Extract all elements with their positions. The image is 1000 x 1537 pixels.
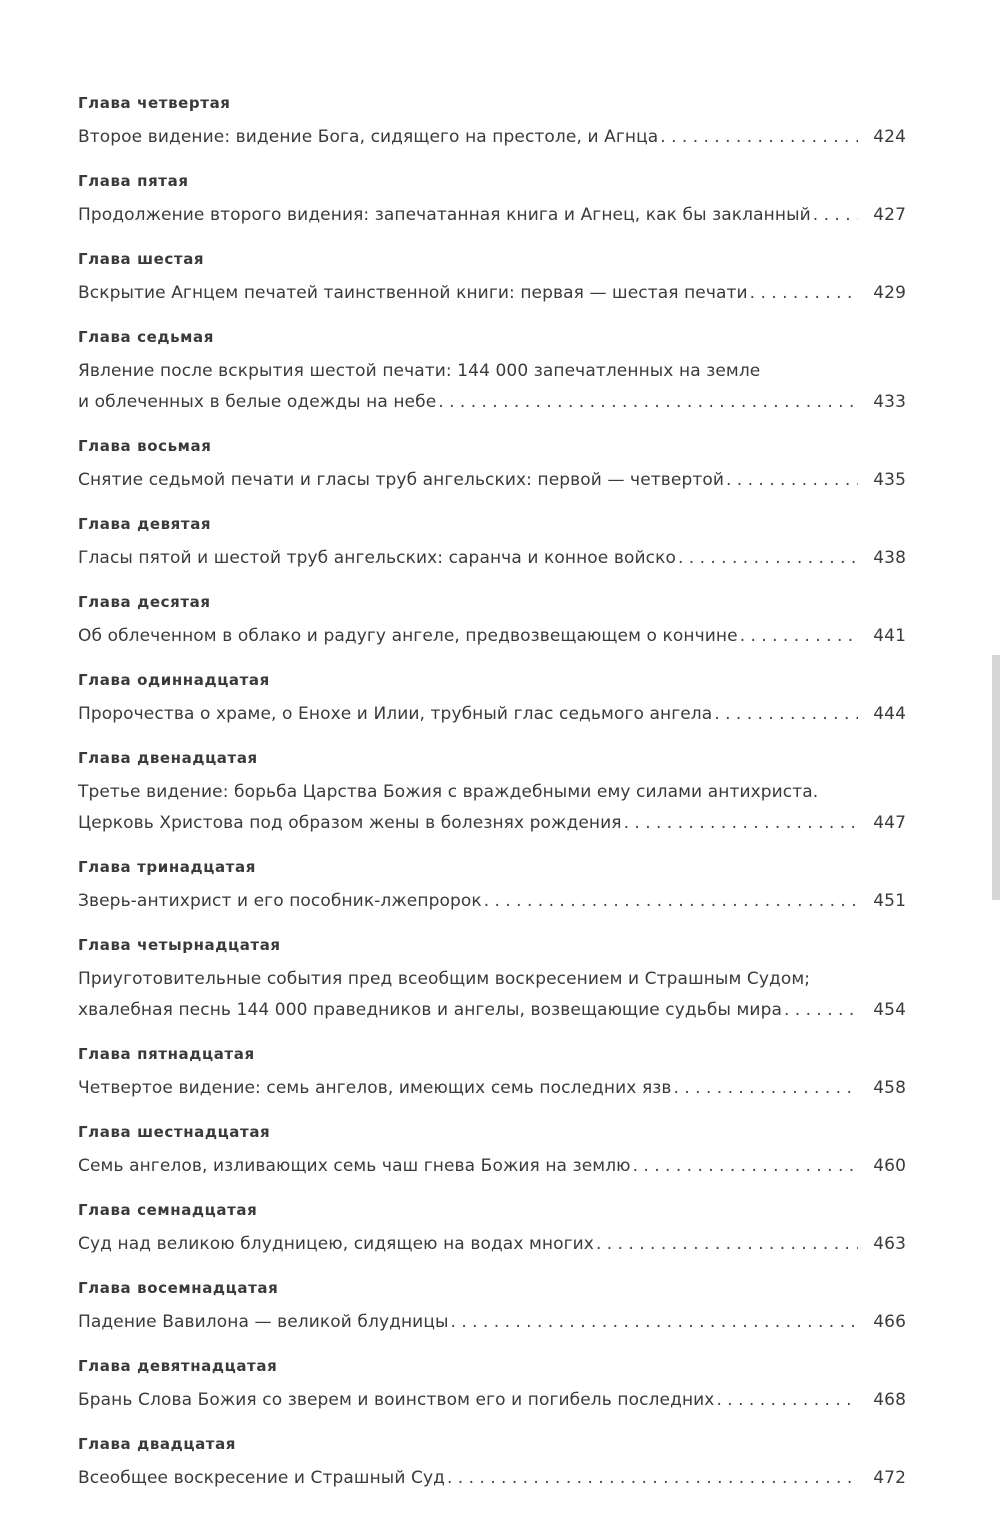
toc-entry[interactable] xyxy=(78,1151,906,1182)
chapter-title: Снятие седьмой печати и гласы труб ангельских: первой — четвертой xyxy=(78,470,724,490)
chapter-heading: Глава двенадцатая xyxy=(78,749,258,767)
chapter-title: Об облеченном в облако и радугу ангеле, предвозвещающем о кончине xyxy=(78,626,738,646)
table-of-contents xyxy=(78,92,906,1511)
toc-chapter xyxy=(78,435,906,496)
chapter-heading: Глава одиннадцатая xyxy=(78,671,270,689)
chapter-title: Четвертое видение: семь ангелов, имеющих семь последних язв xyxy=(78,1078,672,1098)
toc-entry[interactable] xyxy=(78,465,906,496)
toc-entry[interactable] xyxy=(78,1307,906,1338)
toc-chapter xyxy=(78,669,906,730)
chapter-title: Пророчества о храме, о Енохе и Илии, трубный глас седьмого ангела xyxy=(78,704,713,724)
toc-entry[interactable] xyxy=(78,886,906,917)
page-number: 429 xyxy=(873,283,906,303)
page-number: 458 xyxy=(873,1078,906,1098)
chapter-heading: Глава шестая xyxy=(78,250,205,268)
chapter-title-line: Явление после вскрытия шестой печати: 144 000 запечатленных на земле xyxy=(78,361,761,381)
toc-entry[interactable] xyxy=(78,1385,906,1416)
chapter-heading: Глава четвертая xyxy=(78,94,231,112)
toc-entry[interactable] xyxy=(78,200,906,231)
chapter-heading: Глава седьмая xyxy=(78,328,214,346)
dot-leader xyxy=(484,886,858,917)
dot-leader xyxy=(633,1151,858,1182)
toc-chapter xyxy=(78,934,906,1026)
toc-entry[interactable] xyxy=(78,387,906,418)
toc-chapter xyxy=(78,1433,906,1494)
chapter-heading: Глава десятая xyxy=(78,593,211,611)
toc-entry[interactable] xyxy=(78,122,906,153)
chapter-heading: Глава восьмая xyxy=(78,437,212,455)
chapter-title: Второе видение: видение Бога, сидящего на престоле, и Агнца xyxy=(78,127,659,147)
chapter-title: Падение Вавилона — великой блудницы xyxy=(78,1312,449,1332)
toc-chapter xyxy=(78,1199,906,1260)
page-number: 463 xyxy=(873,1234,906,1254)
toc-chapter xyxy=(78,747,906,839)
chapter-heading: Глава семнадцатая xyxy=(78,1201,258,1219)
toc-chapter xyxy=(78,1043,906,1104)
toc-entry[interactable] xyxy=(78,543,906,574)
page-number: 460 xyxy=(873,1156,906,1176)
chapter-heading: Глава двадцатая xyxy=(78,1435,237,1453)
dot-leader xyxy=(660,122,858,153)
toc-entry[interactable] xyxy=(78,1229,906,1260)
page-number: 454 xyxy=(873,1000,906,1020)
toc-entry[interactable] xyxy=(78,621,906,652)
toc-chapter xyxy=(78,326,906,418)
dot-leader xyxy=(784,995,858,1026)
toc-chapter xyxy=(78,1121,906,1182)
toc-chapter xyxy=(78,856,906,917)
dot-leader xyxy=(447,1463,858,1494)
chapter-title: Зверь-антихрист и его пособник-лжепророк xyxy=(78,891,482,911)
chapter-heading: Глава девятая xyxy=(78,515,212,533)
toc-chapter xyxy=(78,92,906,153)
page-number: 466 xyxy=(873,1312,906,1332)
dot-leader xyxy=(813,200,858,231)
dot-leader xyxy=(624,808,858,839)
chapter-heading: Глава девятнадцатая xyxy=(78,1357,278,1375)
toc-chapter xyxy=(78,591,906,652)
toc-entry[interactable] xyxy=(78,1463,906,1494)
chapter-heading: Глава пятнадцатая xyxy=(78,1045,255,1063)
chapter-title: Всеобщее воскресение и Страшный Суд xyxy=(78,1468,445,1488)
toc-entry[interactable] xyxy=(78,995,906,1026)
toc-chapter xyxy=(78,248,906,309)
chapter-title: Брань Слова Божия со зверем и воинством его и погибель последних xyxy=(78,1390,715,1410)
chapter-title-line: Третье видение: борьба Царства Божия с враждебными ему силами антихриста. xyxy=(78,782,819,802)
toc-chapter xyxy=(78,170,906,231)
chapter-heading: Глава четырнадцатая xyxy=(78,936,281,954)
toc-entry[interactable] xyxy=(78,1073,906,1104)
chapter-title: Вскрытие Агнцем печатей таинственной книги: первая — шестая печати xyxy=(78,283,748,303)
dot-leader xyxy=(716,1385,858,1416)
page-number: 441 xyxy=(873,626,906,646)
page-number: 447 xyxy=(873,813,906,833)
page-number: 435 xyxy=(873,470,906,490)
chapter-heading: Глава пятая xyxy=(78,172,189,190)
dot-leader xyxy=(740,621,858,652)
chapter-heading: Глава шестнадцатая xyxy=(78,1123,271,1141)
page-number: 424 xyxy=(873,127,906,147)
page-number: 427 xyxy=(873,205,906,225)
chapter-title: и облеченных в белые одежды на небе xyxy=(78,392,437,412)
chapter-title: хвалебная песнь 144 000 праведников и ангелы, возвещающие судьбы мира xyxy=(78,1000,782,1020)
dot-leader xyxy=(750,278,858,309)
page-number: 472 xyxy=(873,1468,906,1488)
chapter-title: Суд над великою блудницею, сидящею на водах многих xyxy=(78,1234,594,1254)
page-number: 468 xyxy=(873,1390,906,1410)
toc-entry[interactable] xyxy=(78,278,906,309)
toc-chapter xyxy=(78,1277,906,1338)
dot-leader xyxy=(451,1307,858,1338)
dot-leader xyxy=(726,465,858,496)
dot-leader xyxy=(714,699,858,730)
dot-leader xyxy=(438,387,858,418)
page-number: 451 xyxy=(873,891,906,911)
dot-leader xyxy=(596,1229,858,1260)
chapter-heading: Глава тринадцатая xyxy=(78,858,256,876)
dot-leader xyxy=(678,543,858,574)
toc-entry[interactable] xyxy=(78,808,906,839)
chapter-title: Церковь Христова под образом жены в болезнях рождения xyxy=(78,813,622,833)
page-edge-shadow xyxy=(992,655,1000,900)
chapter-title: Семь ангелов, изливающих семь чаш гнева Божия на землю xyxy=(78,1156,631,1176)
page-number: 444 xyxy=(873,704,906,724)
chapter-title-line: Приуготовительные события пред всеобщим воскресением и Страшным Судом; xyxy=(78,969,811,989)
page-number: 438 xyxy=(873,548,906,568)
toc-entry[interactable] xyxy=(78,699,906,730)
chapter-title: Продолжение второго видения: запечатанная книга и Агнец, как бы закланный xyxy=(78,205,811,225)
chapter-title: Гласы пятой и шестой труб ангельских: саранча и конное войско xyxy=(78,548,676,568)
chapter-heading: Глава восемнадцатая xyxy=(78,1279,279,1297)
toc-chapter xyxy=(78,1355,906,1416)
toc-chapter xyxy=(78,513,906,574)
dot-leader xyxy=(674,1073,858,1104)
page-number: 433 xyxy=(873,392,906,412)
